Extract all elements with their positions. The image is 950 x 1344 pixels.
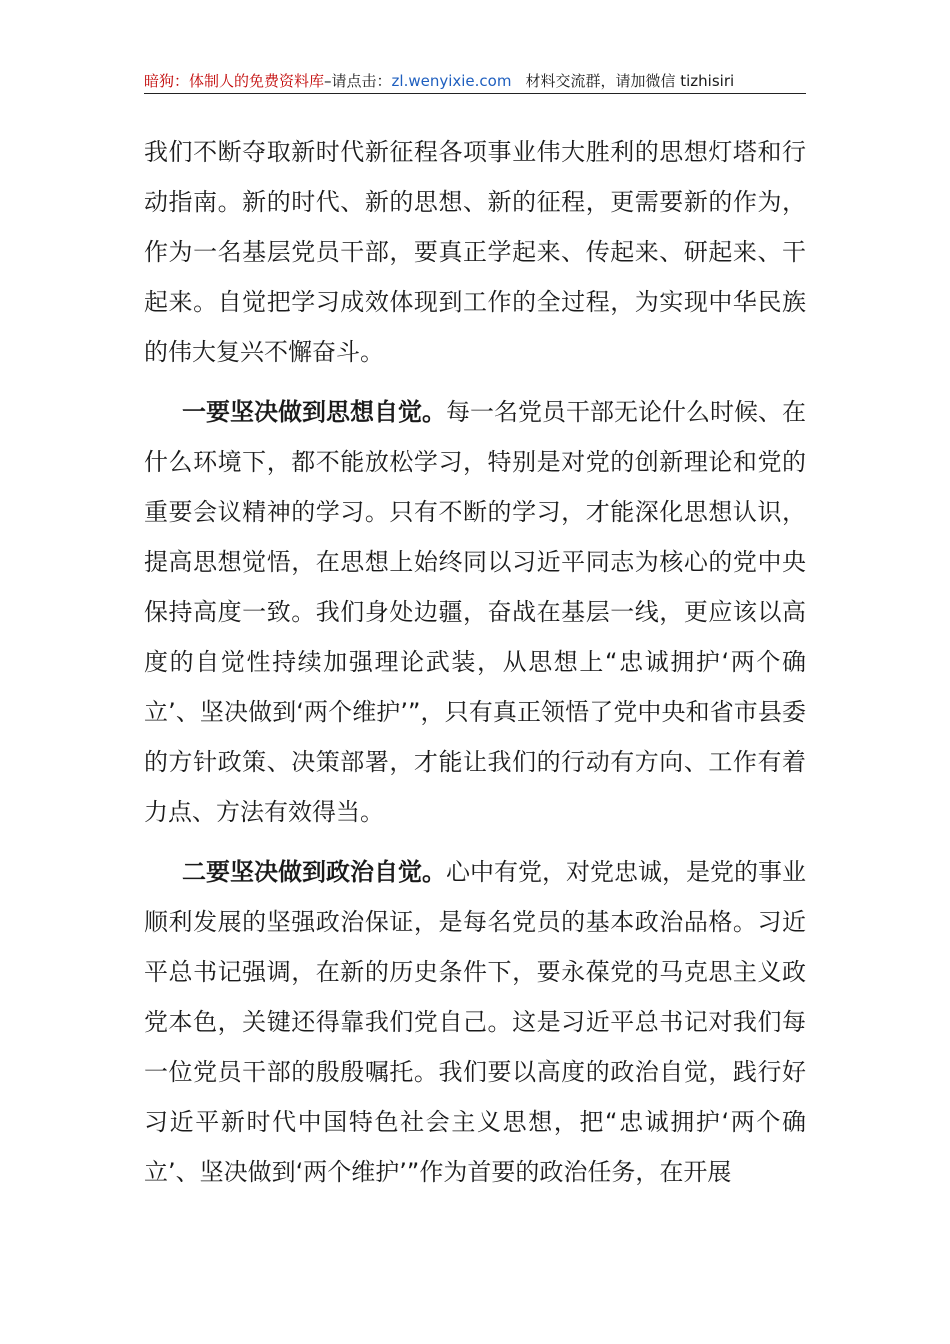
paragraph-heading: 一要坚决做到思想自觉。 (182, 398, 446, 426)
paragraph-heading: 二要坚决做到政治自觉。 (182, 858, 446, 886)
header-divider (144, 93, 806, 94)
paragraph-political-awareness (144, 847, 806, 1197)
page-header (144, 70, 806, 92)
paragraph-text: 我们不断夺取新时代新征程各项事业伟大胜利的思想灯塔和行动指南。新的时代、新的思想、新的征程，更需要新的作为，作为一名基层党员干部，要真正学起来、传起来、研起来、干起来。自觉把学习成效体现到工作的全过程，为实现中华民族的伟大复兴不懈奋斗。 (144, 138, 806, 366)
header-prompt: –请点击： (324, 72, 392, 90)
header-brand: 暗狗：体制人的免费资料库 (144, 72, 325, 90)
header-link[interactable]: zl.wenyixie.com (391, 72, 512, 90)
paragraph-continuation (144, 127, 806, 377)
document-body (144, 127, 806, 1197)
paragraph-text: 心中有党，对党忠诚，是党的事业顺利发展的坚强政治保证，是每名党员的基本政治品格。习近平总书记强调，在新的历史条件下，要永葆党的马克思主义政党本色，关键还得靠我们党自己。这是习近平总书记对我们每一位党员干部的殷殷嘱托。我们要以高度的政治自觉，践行好习近平新时代中国特色社会主义思想，把“忠诚拥护‘两个确立’、坚决做到‘两个维护’”作为首要的政治任务，在开展 (144, 858, 806, 1186)
paragraph-thought-awareness (144, 387, 806, 837)
header-contact-note: 材料交流群，请加微信 tizhisiri (525, 72, 735, 90)
paragraph-text: 每一名党员干部无论什么时候、在什么环境下，都不能放松学习，特别是对党的创新理论和党的重要会议精神的学习。只有不断的学习，才能深化思想认识，提高思想觉悟，在思想上始终同以习近平同志为核心的党中央保持高度一致。我们身处边疆，奋战在基层一线，更应该以高度的自觉性持续加强理论武装，从思想上“忠诚拥护‘两个确立’、坚决做到‘两个维护’”，只有真正领悟了党中央和省市县委的方针政策、决策部署，才能让我们的行动有方向、工作有着力点、方法有效得当。 (144, 398, 806, 826)
